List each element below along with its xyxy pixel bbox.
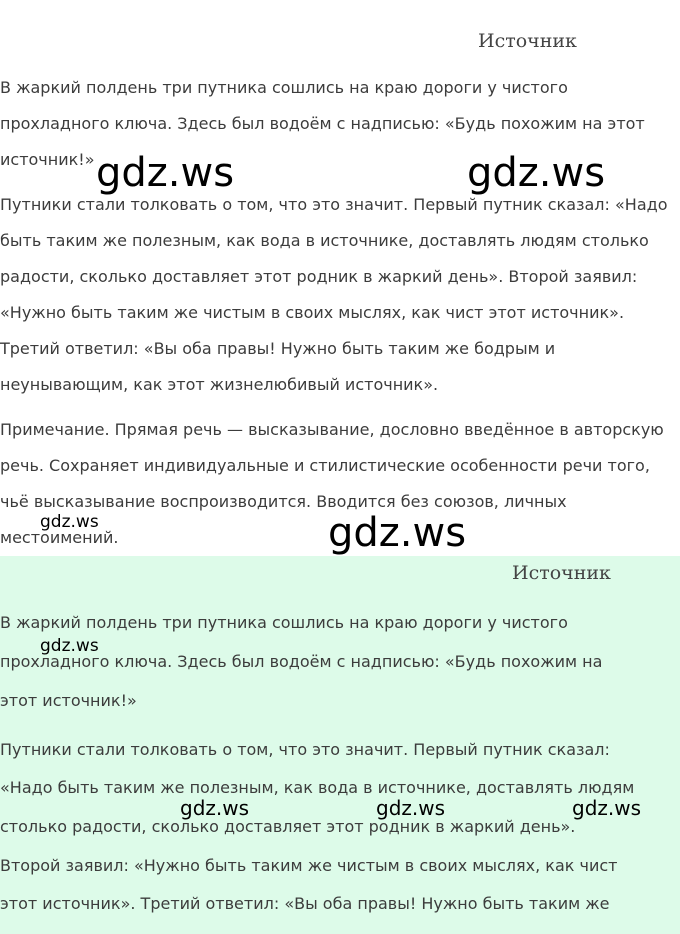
text-line: Путники стали толковать о том, что это значит. Первый путник сказал: xyxy=(0,740,610,759)
text-line: столько радости, сколько доставляет этот родник в жаркий день». xyxy=(0,817,576,836)
text-line: этот источник!» xyxy=(0,691,137,710)
watermark: gdz.ws xyxy=(467,150,606,196)
text-line: Третий ответил: «Вы оба правы! Нужно быть таким же бодрым и xyxy=(0,339,556,358)
watermark: gdz.ws xyxy=(40,636,99,656)
watermark: gdz.ws xyxy=(96,150,235,196)
text-line: неунывающим, как этот жизнелюбивый источник». xyxy=(0,375,439,394)
note-line: речь. Сохраняет индивидуальные и стилистические особенности речи того, xyxy=(0,456,650,475)
note-line: местоимений. xyxy=(0,528,119,547)
section-title: Источник xyxy=(478,30,577,52)
text-line: В жаркий полдень три путника сошлись на краю дороги у чистого xyxy=(0,78,568,97)
section-title: Источник xyxy=(512,562,611,584)
text-line: радости, сколько доставляет этот родник в жаркий день». Второй заявил: xyxy=(0,267,638,286)
text-line: Второй заявил: «Нужно быть таким же чистым в своих мыслях, как чист xyxy=(0,856,618,875)
text-line: прохладного ключа. Здесь был водоём с надписью: «Будь похожим на этот xyxy=(0,114,645,133)
text-line: быть таким же полезным, как вода в источнике, доставлять людям столько xyxy=(0,231,649,250)
rewritten-text-section xyxy=(0,556,680,934)
watermark: gdz.ws xyxy=(376,796,446,820)
text-line: «Нужно быть таким же чистым в своих мыслях, как чист этот источник». xyxy=(0,303,625,322)
text-line: прохладного ключа. Здесь был водоём с надписью: «Будь похожим на xyxy=(0,652,603,671)
watermark: gdz.ws xyxy=(180,796,250,820)
text-line: Путники стали толковать о том, что это значит. Первый путник сказал: «Надо xyxy=(0,195,668,214)
text-line: «Надо быть таким же полезным, как вода в источнике, доставлять людям xyxy=(0,778,635,797)
text-line: В жаркий полдень три путника сошлись на краю дороги у чистого xyxy=(0,613,568,632)
note-line: чьё высказывание воспроизводится. Вводится без союзов, личных xyxy=(0,492,567,511)
watermark: gdz.ws xyxy=(328,510,467,556)
watermark: gdz.ws xyxy=(572,796,642,820)
text-line: этот источник». Третий ответил: «Вы оба правы! Нужно быть таким же xyxy=(0,894,610,913)
note-line: Примечание. Прямая речь — высказывание, дословно введённое в авторскую xyxy=(0,420,664,439)
text-line: источник!» xyxy=(0,150,95,169)
watermark: gdz.ws xyxy=(40,512,99,532)
